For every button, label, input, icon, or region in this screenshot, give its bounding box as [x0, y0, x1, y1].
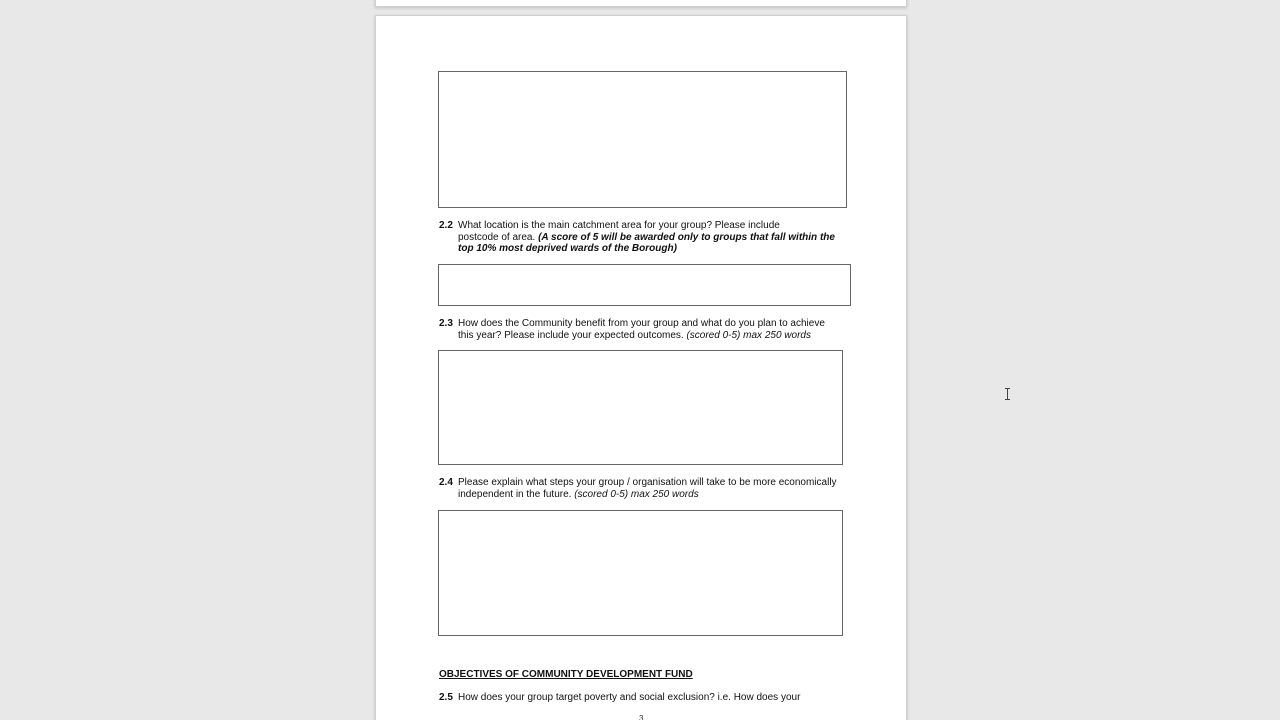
scoring-note-end: )	[673, 243, 677, 254]
question-2-3	[439, 318, 859, 341]
question-number: 2.2	[439, 220, 453, 231]
question-text-plain: postcode of area.	[458, 231, 539, 243]
answer-box-previous[interactable]	[438, 71, 847, 208]
question-line: How does your group target poverty and social exclusion? i.e. How does your	[458, 692, 801, 703]
answer-box-2-4[interactable]	[438, 510, 843, 636]
question-line	[458, 489, 859, 501]
question-text	[458, 692, 859, 704]
scoring-note: (scored 0-5) max 250 words	[686, 329, 811, 341]
section-heading: OBJECTIVES OF COMMUNITY DEVELOPMENT FUND	[439, 669, 693, 680]
question-number: 2.3	[439, 318, 453, 329]
question-text	[458, 477, 859, 500]
scoring-note: top 10% most deprived wards of the Borough	[458, 243, 674, 254]
question-line: How does the Community benefit from your group and what do you plan to achieve	[458, 318, 825, 329]
question-line: What location is the main catchment area for your group? Please include	[458, 220, 780, 231]
question-2-4	[439, 477, 859, 500]
page-number: 3	[639, 714, 644, 720]
question-line: Please explain what steps your group / organisation will take to be more economically	[458, 477, 837, 488]
question-number: 2.4	[439, 477, 453, 488]
scoring-note: (scored 0-5) max 250 words	[574, 488, 699, 500]
text-cursor-icon	[1004, 388, 1011, 400]
document-page	[375, 15, 907, 720]
question-2-2	[439, 220, 859, 255]
question-line	[458, 232, 859, 244]
question-text	[458, 220, 859, 255]
previous-page-edge	[375, 0, 907, 7]
question-number: 2.5	[439, 692, 453, 703]
answer-box-2-3[interactable]	[438, 350, 843, 465]
scoring-note: (A score of 5 will be awarded only to groups that fall within the	[538, 231, 835, 243]
question-line	[458, 243, 859, 255]
question-text	[458, 318, 859, 341]
question-text-plain: this year? Please include your expected outcomes.	[458, 329, 687, 341]
question-line	[458, 330, 859, 342]
question-text-plain: independent in the future.	[458, 488, 575, 500]
question-2-5	[439, 692, 859, 704]
answer-box-2-2[interactable]	[438, 264, 851, 306]
